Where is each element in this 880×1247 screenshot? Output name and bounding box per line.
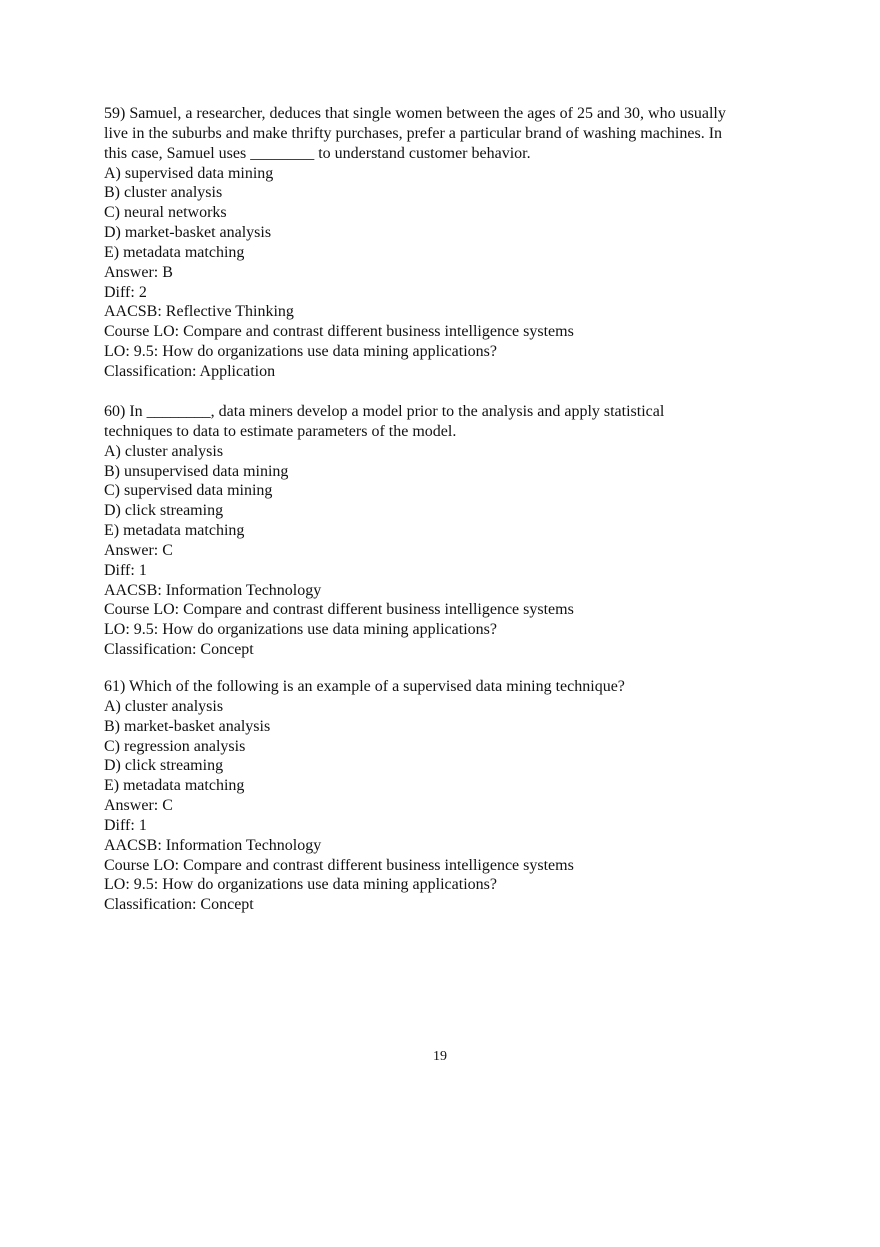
question-60 <box>104 402 664 660</box>
question-metadata: AACSB: Information Technology <box>104 836 322 854</box>
question-stem-line: 60) In ________, data miners develop a model prior to the analysis and apply statistical <box>104 403 665 420</box>
question-metadata: Course LO: Compare and contrast different business intelligence systems <box>104 323 574 341</box>
answer-option: E) metadata matching <box>104 777 245 795</box>
question-stem-line: this case, Samuel uses ________ to understand customer behavior. <box>104 144 531 162</box>
answer-option: B) market-basket analysis <box>104 717 271 735</box>
question-metadata: LO: 9.5: How do organizations use data mining applications? <box>104 876 497 894</box>
answer-option: A) supervised data mining <box>104 164 274 182</box>
question-59 <box>104 104 726 382</box>
answer-option: B) cluster analysis <box>104 184 223 202</box>
question-metadata: Classification: Concept <box>104 641 254 659</box>
answer-option: C) regression analysis <box>104 737 246 755</box>
question-stem-line: live in the suburbs and make thrifty purchases, prefer a particular brand of washing machines. In <box>104 124 723 142</box>
answer-option: C) supervised data mining <box>104 482 273 500</box>
page-number: 19 <box>433 1049 447 1064</box>
question-metadata: Classification: Application <box>104 362 276 380</box>
question-61 <box>104 677 625 915</box>
answer-option: B) unsupervised data mining <box>104 462 289 480</box>
question-metadata: Diff: 1 <box>104 561 147 579</box>
question-metadata: Course LO: Compare and contrast different business intelligence systems <box>104 856 574 874</box>
question-metadata: AACSB: Reflective Thinking <box>104 303 294 321</box>
question-stem-line: techniques to data to estimate parameters of the model. <box>104 422 457 440</box>
question-metadata: LO: 9.5: How do organizations use data mining applications? <box>104 621 497 639</box>
answer-option: E) metadata matching <box>104 243 245 261</box>
question-stem-line: 59) Samuel, a researcher, deduces that single women between the ages of 25 and 30, who usually <box>104 105 726 122</box>
question-metadata: LO: 9.5: How do organizations use data mining applications? <box>104 343 497 361</box>
answer-option: C) neural networks <box>104 204 227 222</box>
question-metadata: AACSB: Information Technology <box>104 581 322 599</box>
question-metadata: Course LO: Compare and contrast different business intelligence systems <box>104 601 574 619</box>
question-stem-line: 61) Which of the following is an example of a supervised data mining technique? <box>104 678 625 695</box>
answer-option: A) cluster analysis <box>104 697 224 715</box>
answer-option: E) metadata matching <box>104 522 245 540</box>
question-metadata: Classification: Concept <box>104 896 254 914</box>
answer-option: D) click streaming <box>104 502 224 520</box>
question-metadata: Answer: C <box>104 797 173 815</box>
question-metadata: Answer: B <box>104 263 173 281</box>
question-metadata: Diff: 2 <box>104 283 147 301</box>
answer-option: D) click streaming <box>104 757 224 775</box>
answer-option: A) cluster analysis <box>104 442 224 460</box>
question-metadata: Diff: 1 <box>104 816 147 834</box>
question-metadata: Answer: C <box>104 541 173 559</box>
answer-option: D) market-basket analysis <box>104 224 272 242</box>
